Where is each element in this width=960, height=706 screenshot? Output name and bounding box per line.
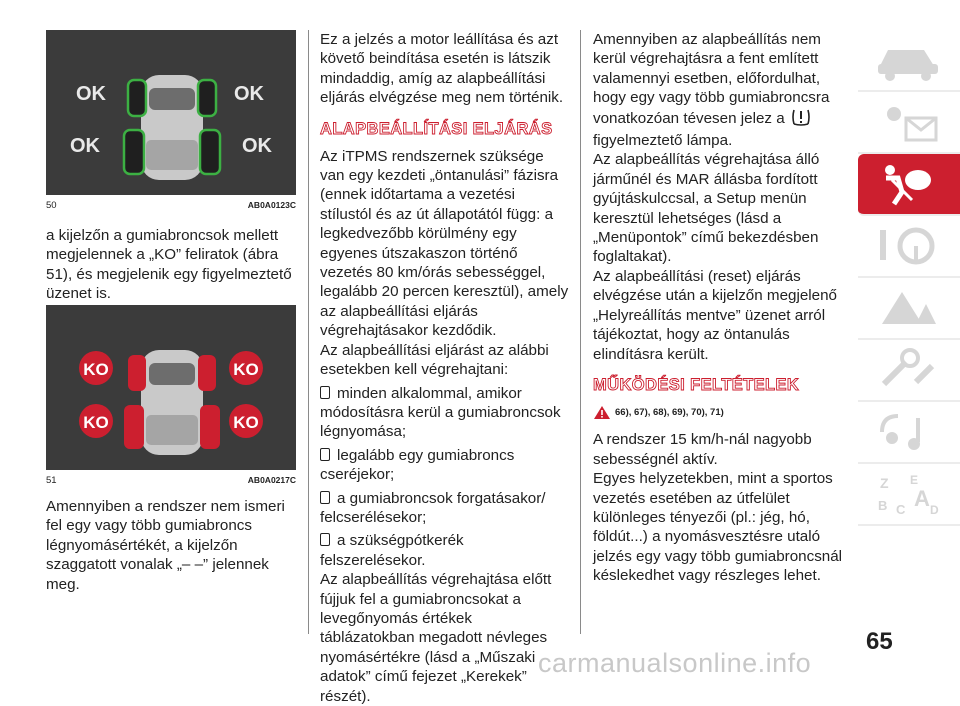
svg-text:B: B <box>878 498 888 513</box>
paragraph: Az alapbeállítási eljárást az alábbi esetekben kell végrehajtani: <box>320 341 549 379</box>
figure-ok-display <box>46 30 296 195</box>
svg-text:C: C <box>896 502 906 517</box>
paragraph: A rendszer 15 km/h-nál nagyobb sebességnél aktív. <box>593 431 812 468</box>
svg-text:A: A <box>914 486 930 511</box>
ko-label: KO <box>83 413 109 432</box>
warning-triangle-icon <box>593 405 611 420</box>
warning-references <box>593 403 843 422</box>
svg-text:D: D <box>930 503 939 517</box>
tab-starting-driving[interactable] <box>858 216 960 278</box>
figure-code: AB0A0217C <box>247 475 296 485</box>
tab-maintenance[interactable] <box>858 340 960 402</box>
figure-ko-display <box>46 305 296 470</box>
figure-number: 51 <box>46 475 57 486</box>
figure-code: AB0A0123C <box>247 200 296 210</box>
paragraph <box>593 30 843 150</box>
page-number: 65 <box>866 628 893 655</box>
paragraph: a kijelzőn a gumiabroncsok mellett megjelennek a „KO” feliratok (ábra 51), és megjelenik egy figyelmeztető üzenet is. <box>46 227 292 303</box>
ok-label: OK <box>70 135 100 157</box>
tab-multimedia[interactable] <box>858 402 960 464</box>
tab-emergency[interactable] <box>858 278 960 340</box>
list-item <box>320 384 570 442</box>
list-item-text: a gumiabroncsok forgatásakor/ felcserélésekor; <box>320 489 546 526</box>
maintenance-icon <box>872 346 944 394</box>
paragraph: Az alapbeállítás végrehajtása előtt fújjuk fel a gumiabroncsokat a levegőnyomás értékek táblázatokban megadott névleges nyomásértékre (lásd a „Műszaki adatok” című fejezet „Kerekek” részét). <box>320 571 552 705</box>
section-heading: ALAPBEÁLLÍTÁSI ELJÁRÁS <box>320 119 553 138</box>
svg-text:E: E <box>910 473 919 487</box>
ko-label: KO <box>83 360 109 379</box>
reference-list[interactable]: 66), 67), 68), 69), 70), 71) <box>615 406 724 418</box>
figure-caption <box>46 200 296 211</box>
column-divider <box>308 30 309 634</box>
index-icon <box>872 470 944 518</box>
ok-label: OK <box>242 135 272 157</box>
column-3-text <box>593 30 843 586</box>
list-item <box>320 446 570 485</box>
ko-label: KO <box>233 360 259 379</box>
paragraph: Az iTPMS rendszernek szüksége van egy kezdeti „öntanulási” fázisra (ennek időtartama a vezetési stílustól és az út állapotától függ: a legkedvezőbb körülmény egy egyenes útszakaszon történő vezetés 80 km/órás sebességgel, legalább 20 percen keresztül), amely az alapbeállítási eljárás végrehajtásakor kezdődik. <box>320 147 569 340</box>
car-overview-icon <box>872 36 944 84</box>
watermark: carmanualsonline.info <box>538 648 812 678</box>
figure-caption <box>46 475 296 486</box>
ko-label: KO <box>233 413 259 432</box>
paragraph: Az alapbeállítás végrehajtása álló járműnél és MAR állásba fordított gyújtáskulccsal, a Setup menün keresztül lehetséges (lásd a „Menüpontok” című bekezdésben foglaltakat). <box>593 151 820 266</box>
bullet-box-icon <box>320 386 330 399</box>
bullet-box-icon <box>320 533 330 546</box>
starting-driving-icon <box>872 222 944 270</box>
tab-warning-lights[interactable] <box>858 92 960 154</box>
emergency-icon <box>872 284 944 332</box>
list-item <box>320 489 570 528</box>
bullet-box-icon <box>320 491 330 504</box>
tab-safety[interactable] <box>858 154 960 216</box>
chapter-tabs <box>858 30 960 526</box>
multimedia-icon <box>872 408 944 456</box>
paragraph-text: Amennyiben az alapbeállítás nem kerül végrehajtásra a fent említett valamennyi esetben, előfordulhat, hogy egy vagy több gumiabroncsra vonatkozóan tévesen jelez a <box>593 31 830 127</box>
warning-lights-icon <box>872 98 944 146</box>
list-item-text: minden alkalommal, amikor módosításra kerül a gumiabroncsok légnyomása; <box>320 384 561 441</box>
bullet-box-icon <box>320 448 330 461</box>
tyre-pressure-warning-icon <box>791 108 811 131</box>
column-2-text <box>320 30 570 706</box>
paragraph: Egyes helyzetekben, mint a sportos vezetés esetében az útfelület különleges tényezői (pl.: jég, hó, földút...) a nyomásvesztésre utaló jelzés egy vagy több gumiabroncsnál késlekedhet vagy részleges lehet. <box>593 470 843 585</box>
paragraph: Amennyiben a rendszer nem ismeri fel egy vagy több gumiabroncs légnyomásértékét, a kijelzőn szaggatott vonalak „– –” jelennek meg. <box>46 498 285 593</box>
tab-car-overview[interactable] <box>858 30 960 92</box>
tab-index[interactable] <box>858 464 960 526</box>
list-item <box>320 531 570 570</box>
column-1-text <box>46 226 296 304</box>
column-divider <box>580 30 581 634</box>
figure-number: 50 <box>46 200 57 211</box>
paragraph: Az alapbeállítási (reset) eljárás elvégzése után a kijelzőn megjelenő „Helyreállítás mentve” üzenet arról tájékoztat, hogy az öntanulás elindításra került. <box>593 267 838 363</box>
ok-label: OK <box>76 83 106 105</box>
paragraph: Ez a jelzés a motor leállítása és azt követő beindítása esetén is látszik mindaddig, amíg az alapbeállítási eljárás elvégzése meg nem történik. <box>320 31 564 107</box>
safety-airbag-icon <box>872 160 944 208</box>
paragraph-text: figyelmeztető lámpa. <box>593 132 733 150</box>
section-heading: MŰKÖDÉSI FELTÉTELEK <box>593 375 800 394</box>
svg-text:Z: Z <box>880 475 889 491</box>
column-1-text-lower <box>46 497 296 594</box>
ok-label: OK <box>234 83 264 105</box>
list-item-text: a szükségpótkerék felszerelésekor. <box>320 532 464 569</box>
list-item-text: legalább egy gumiabroncs cseréjekor; <box>320 446 515 484</box>
